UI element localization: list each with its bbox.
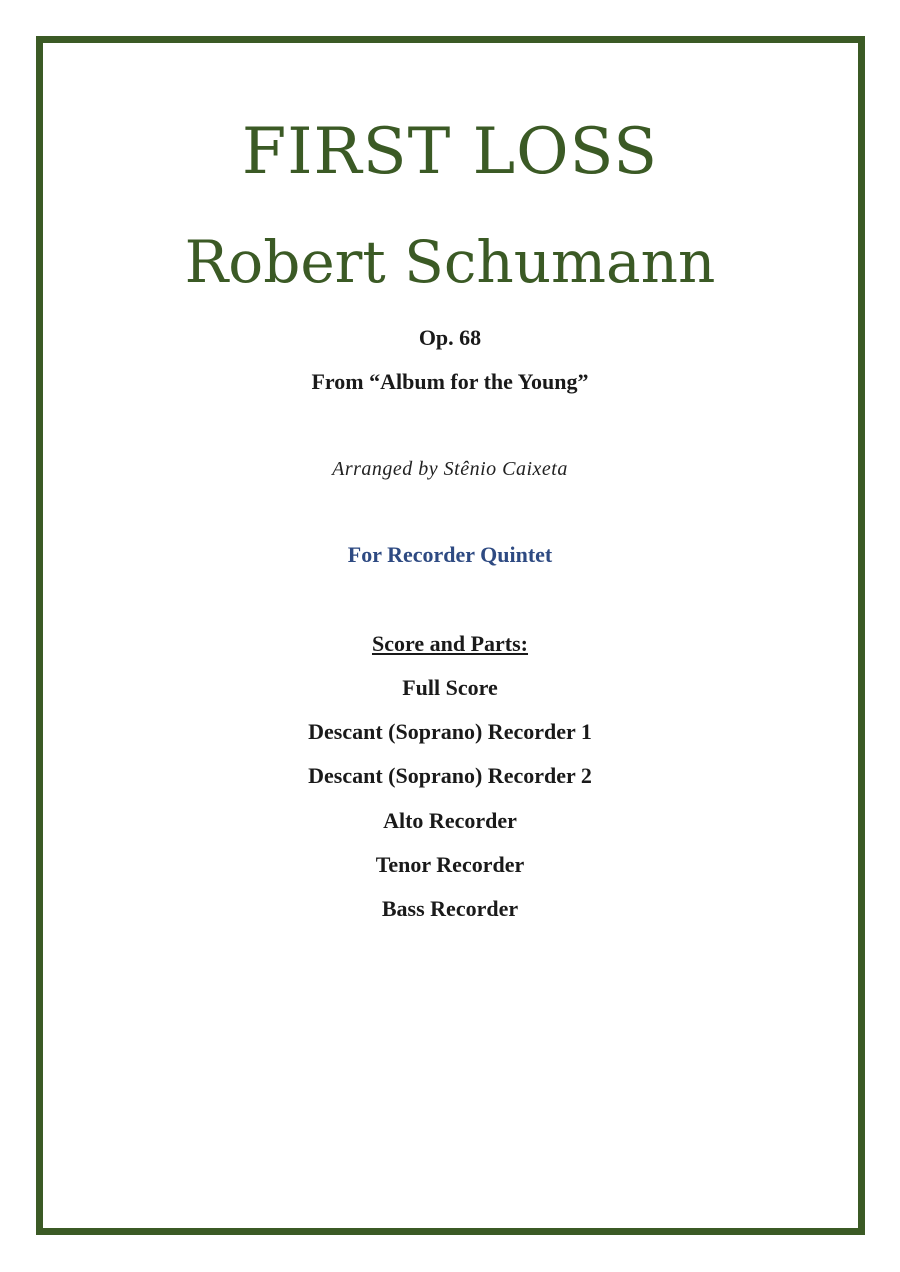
source-collection: From “Album for the Young” [311,369,589,394]
parts-heading: Score and Parts: [371,631,529,656]
opus-number: Op. 68 [418,325,482,350]
ensemble-label: For Recorder Quintet [347,542,553,567]
part-item-descant-2: Descant (Soprano) Recorder 2 [308,763,592,789]
piece-title: FIRST LOSS [241,115,659,189]
part-item-full-score: Full Score [402,675,498,700]
part-item-bass: Bass Recorder [381,895,519,921]
arranger-credit: Arranged by Stênio Caixeta [332,458,568,480]
parts-list [0,674,900,939]
composer-name: Robert Schumann [184,228,716,296]
part-item-descant-1: Descant (Soprano) Recorder 1 [308,719,592,745]
part-item-alto: Alto Recorder [383,807,517,833]
part-item-tenor: Tenor Recorder [375,851,525,877]
